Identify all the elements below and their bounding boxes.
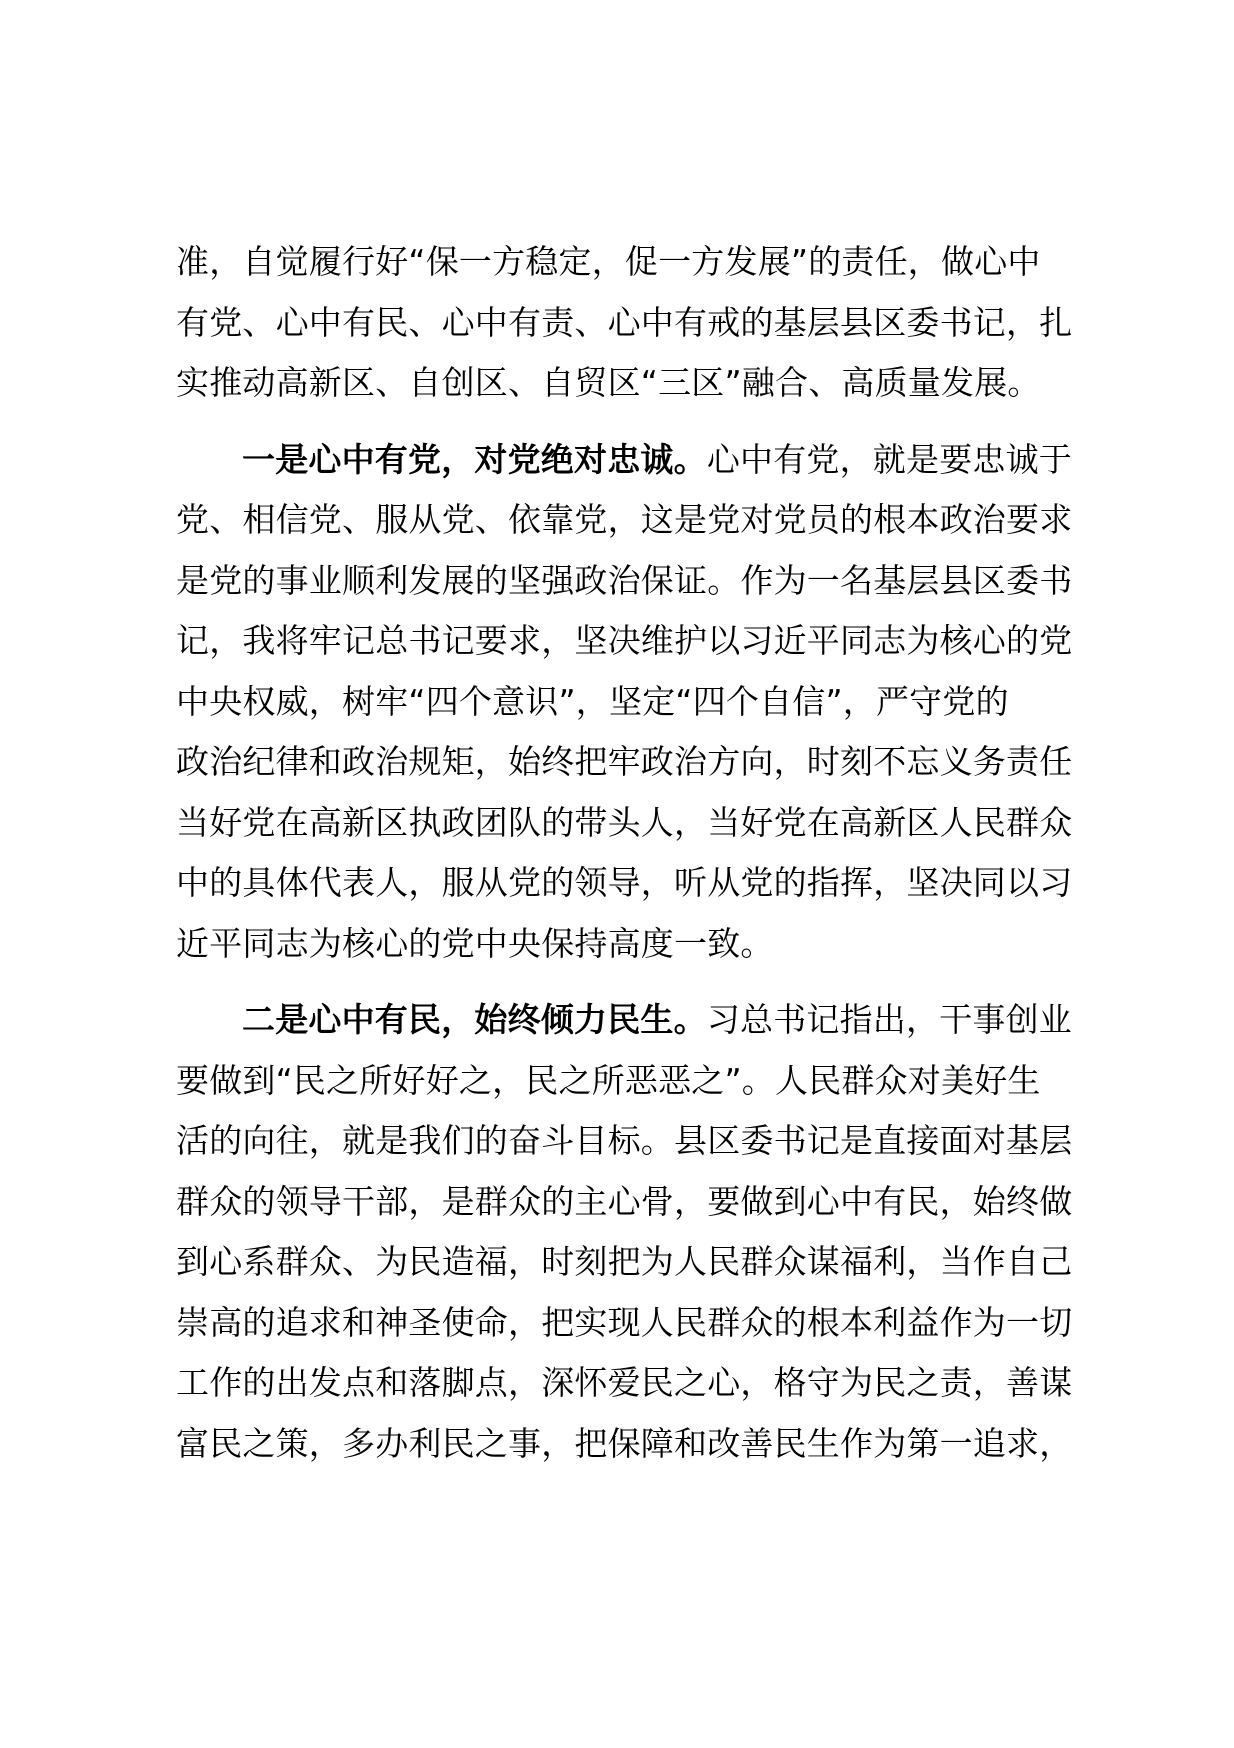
text-line: 记，我将牢记总书记要求，坚决维护以习近平同志为核心的党 [176,621,1073,660]
text-line: 准，自觉履行好“保一方稳定，促一方发展”的责任，做心中 [176,242,1041,281]
text-line-first [176,430,1086,491]
text-line: 党、相信党、服从党、依靠党，这是党对党员的根本政治要求 [176,500,1073,539]
text-line: 崇高的追求和神圣使命，把实现人民群众的根本利益作为一切 [176,1302,1073,1342]
text-line-first [176,990,1086,1051]
text-line: 是党的事业顺利发展的坚强政治保证。作为一名基层县区委书 [176,560,1073,600]
text-line: 到心系群众、为民造福，时刻把为人民群众谋福利，当作自己 [176,1242,1073,1281]
text-segment: 习总书记指出，干事创业 [706,1000,1073,1039]
section-heading: 二是心中有民，始终倾力民生。 [242,1000,707,1039]
section-heading: 一是心中有党，对党绝对忠诚。 [242,439,707,479]
text-line: 近平同志为核心的党中央保持高度一致。 [176,923,774,963]
text-line: 中央权威，树牢“四个意识”，坚定“四个自信”，严守党的 [176,681,1009,721]
paragraph-section-one [176,430,1086,975]
text-line: 有党、心中有民、心中有责、心中有戒的基层县区委书记，扎 [176,302,1073,342]
text-line: 政治纪律和政治规矩，始终把牢政治方向，时刻不忘义务责任 [176,742,1073,781]
text-line: 要做到“民之所好好之，民之所恶恶之”。人民群众对美好生 [176,1060,1041,1100]
paragraph-continuation [176,232,1086,414]
document-body [176,232,1086,1474]
text-line: 当好党在高新区执政团队的带头人，当好党在高新区人民群众 [176,802,1073,842]
text-line: 工作的出发点和落脚点，深怀爱民之心，格守为民之责，善谋 [176,1363,1073,1402]
text-line: 富民之策，多办利民之事，把保障和改善民生作为第一追求， [176,1423,1073,1463]
text-line: 群众的领导干部，是群众的主心骨，要做到心中有民，始终做 [176,1181,1073,1221]
text-line: 中的具体代表人，服从党的领导，听从党的指挥，坚决同以习 [176,863,1073,902]
paragraph-section-two [176,990,1086,1474]
text-line: 实推动高新区、自创区、自贸区“三区”融合、高质量发展。 [176,363,1041,402]
text-line: 活的向往，就是我们的奋斗目标。县区委书记是直接面对基层 [176,1121,1073,1160]
text-segment: 心中有党，就是要忠诚于 [706,439,1073,479]
